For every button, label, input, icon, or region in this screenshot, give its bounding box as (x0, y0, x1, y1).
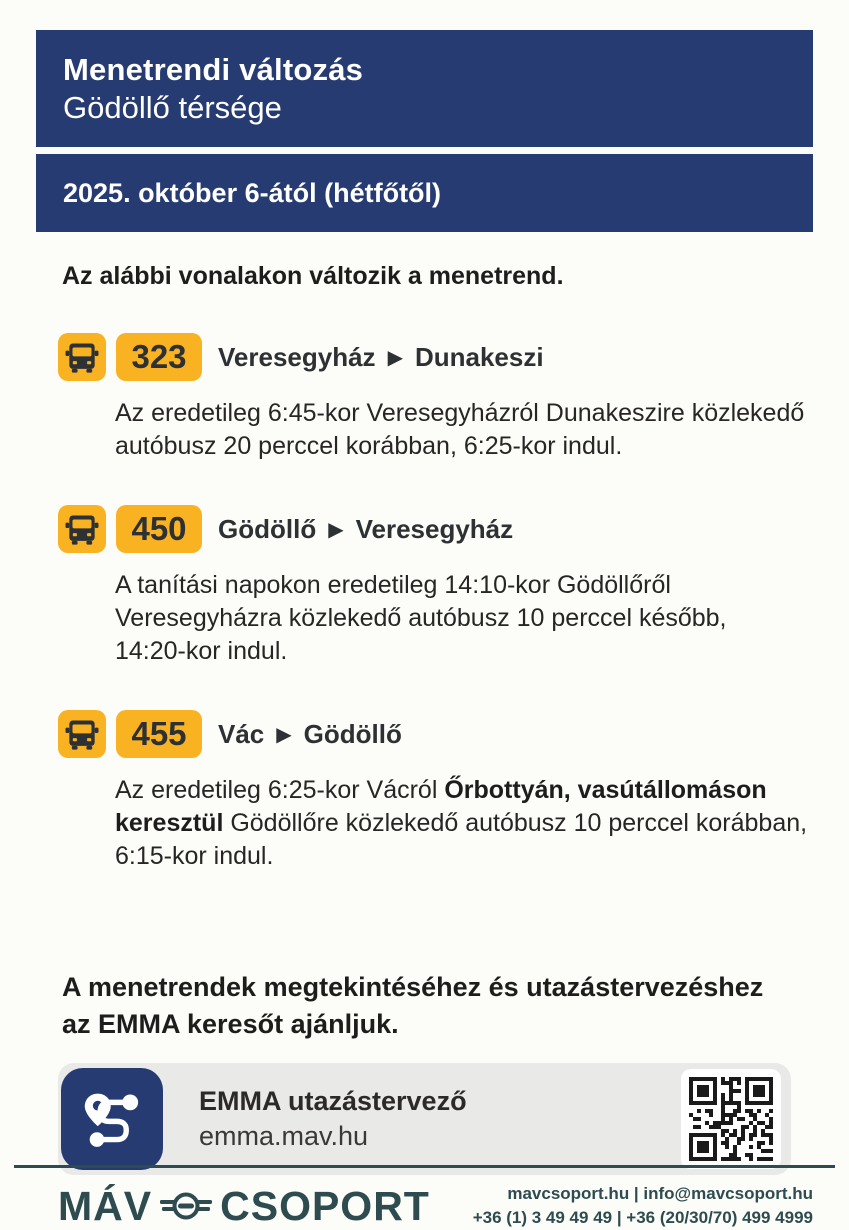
footer-contacts (473, 1182, 813, 1230)
effective-date: 2025. október 6-ától (hétfőtől) (63, 177, 442, 208)
route-destination: Veresegyház (355, 513, 514, 544)
emma-text-block (199, 1086, 681, 1152)
footer-divider (14, 1165, 835, 1168)
emma-recommendation-heading: A menetrendek megtekintéséhez és utazástervezéshez az EMMA keresőt ajánljuk. (62, 972, 764, 1039)
brand-csoport: CSOPORT (220, 1182, 430, 1229)
route-description (115, 569, 740, 668)
route-destination: Gödöllő (303, 718, 402, 749)
bus-icon (58, 710, 106, 758)
date-banner (36, 154, 813, 232)
intro-heading: Az alábbi vonalakon változik a menetrend. (62, 262, 564, 290)
route-title (218, 719, 402, 750)
line-number-badge: 455 (116, 710, 202, 758)
emma-app-name: EMMA utazástervező (199, 1086, 467, 1116)
route-origin: Vác (218, 718, 265, 749)
line-number-badge: 323 (116, 333, 202, 381)
emma-url: emma.mav.hu (199, 1121, 369, 1151)
timetable-change-notice (0, 30, 849, 1230)
brand-mav: MÁV (58, 1182, 153, 1229)
route-header (58, 710, 813, 758)
bus-icon (58, 333, 106, 381)
bus-icon (58, 505, 106, 553)
bus-glyph (63, 715, 101, 753)
footer-web-email: mavcsoport.hu | info@mavcsoport.hu (507, 1184, 813, 1203)
page-title: Menetrendi változás (63, 51, 364, 87)
route-pin-icon (74, 1081, 150, 1157)
route-description (115, 397, 813, 463)
notice-body (0, 262, 849, 1175)
description-text: A tanítási napokon eredetileg 14:10-kor Gödöllőről Veresegyházra közlekedő autóbusz 10 perccel később, 14:20-kor indul. (115, 571, 727, 665)
emma-journey-planner-icon (61, 1068, 163, 1170)
route-section-455 (58, 710, 813, 873)
emma-card (58, 1063, 791, 1175)
bus-glyph (63, 338, 101, 376)
route-header (58, 505, 813, 553)
route-arrow-icon: ▶ (387, 347, 403, 369)
route-arrow-icon: ▶ (328, 519, 344, 541)
description-text: Az eredetileg 6:45-kor Veresegyházról Dunakeszire közlekedő autóbusz 20 perccel korábban, 6:25-kor indul. (115, 399, 805, 460)
qr-code (681, 1069, 781, 1169)
route-origin: Veresegyház (218, 341, 376, 372)
footer-phones: +36 (1) 3 49 49 49 | +36 (20/30/70) 499 4999 (472, 1208, 813, 1227)
footer (0, 1165, 849, 1230)
route-section-450 (58, 505, 813, 668)
description-text: Gödöllőre közlekedő autóbusz 10 perccel korábban, 6:15-kor indul. (115, 809, 808, 870)
route-origin: Gödöllő (218, 513, 317, 544)
route-description (115, 774, 813, 873)
route-title (218, 514, 513, 545)
description-text: Az eredetileg 6:25-kor Vácról (115, 776, 445, 804)
bus-glyph (63, 510, 101, 548)
route-header (58, 333, 813, 381)
qr-code-pattern (689, 1077, 773, 1161)
route-section-323 (58, 333, 813, 463)
route-title (218, 342, 544, 373)
page-subtitle: Gödöllő térsége (63, 89, 282, 125)
description-bold: Őrbottyán, vasútállomáson keresztül (115, 776, 767, 837)
mav-csoport-logo (58, 1182, 430, 1229)
line-number-badge: 450 (116, 505, 202, 553)
route-destination: Dunakeszi (414, 341, 544, 372)
mav-winged-wheel-icon (160, 1186, 212, 1226)
header-banner (36, 30, 813, 147)
route-arrow-icon: ▶ (276, 724, 292, 746)
footer-content (58, 1182, 813, 1230)
